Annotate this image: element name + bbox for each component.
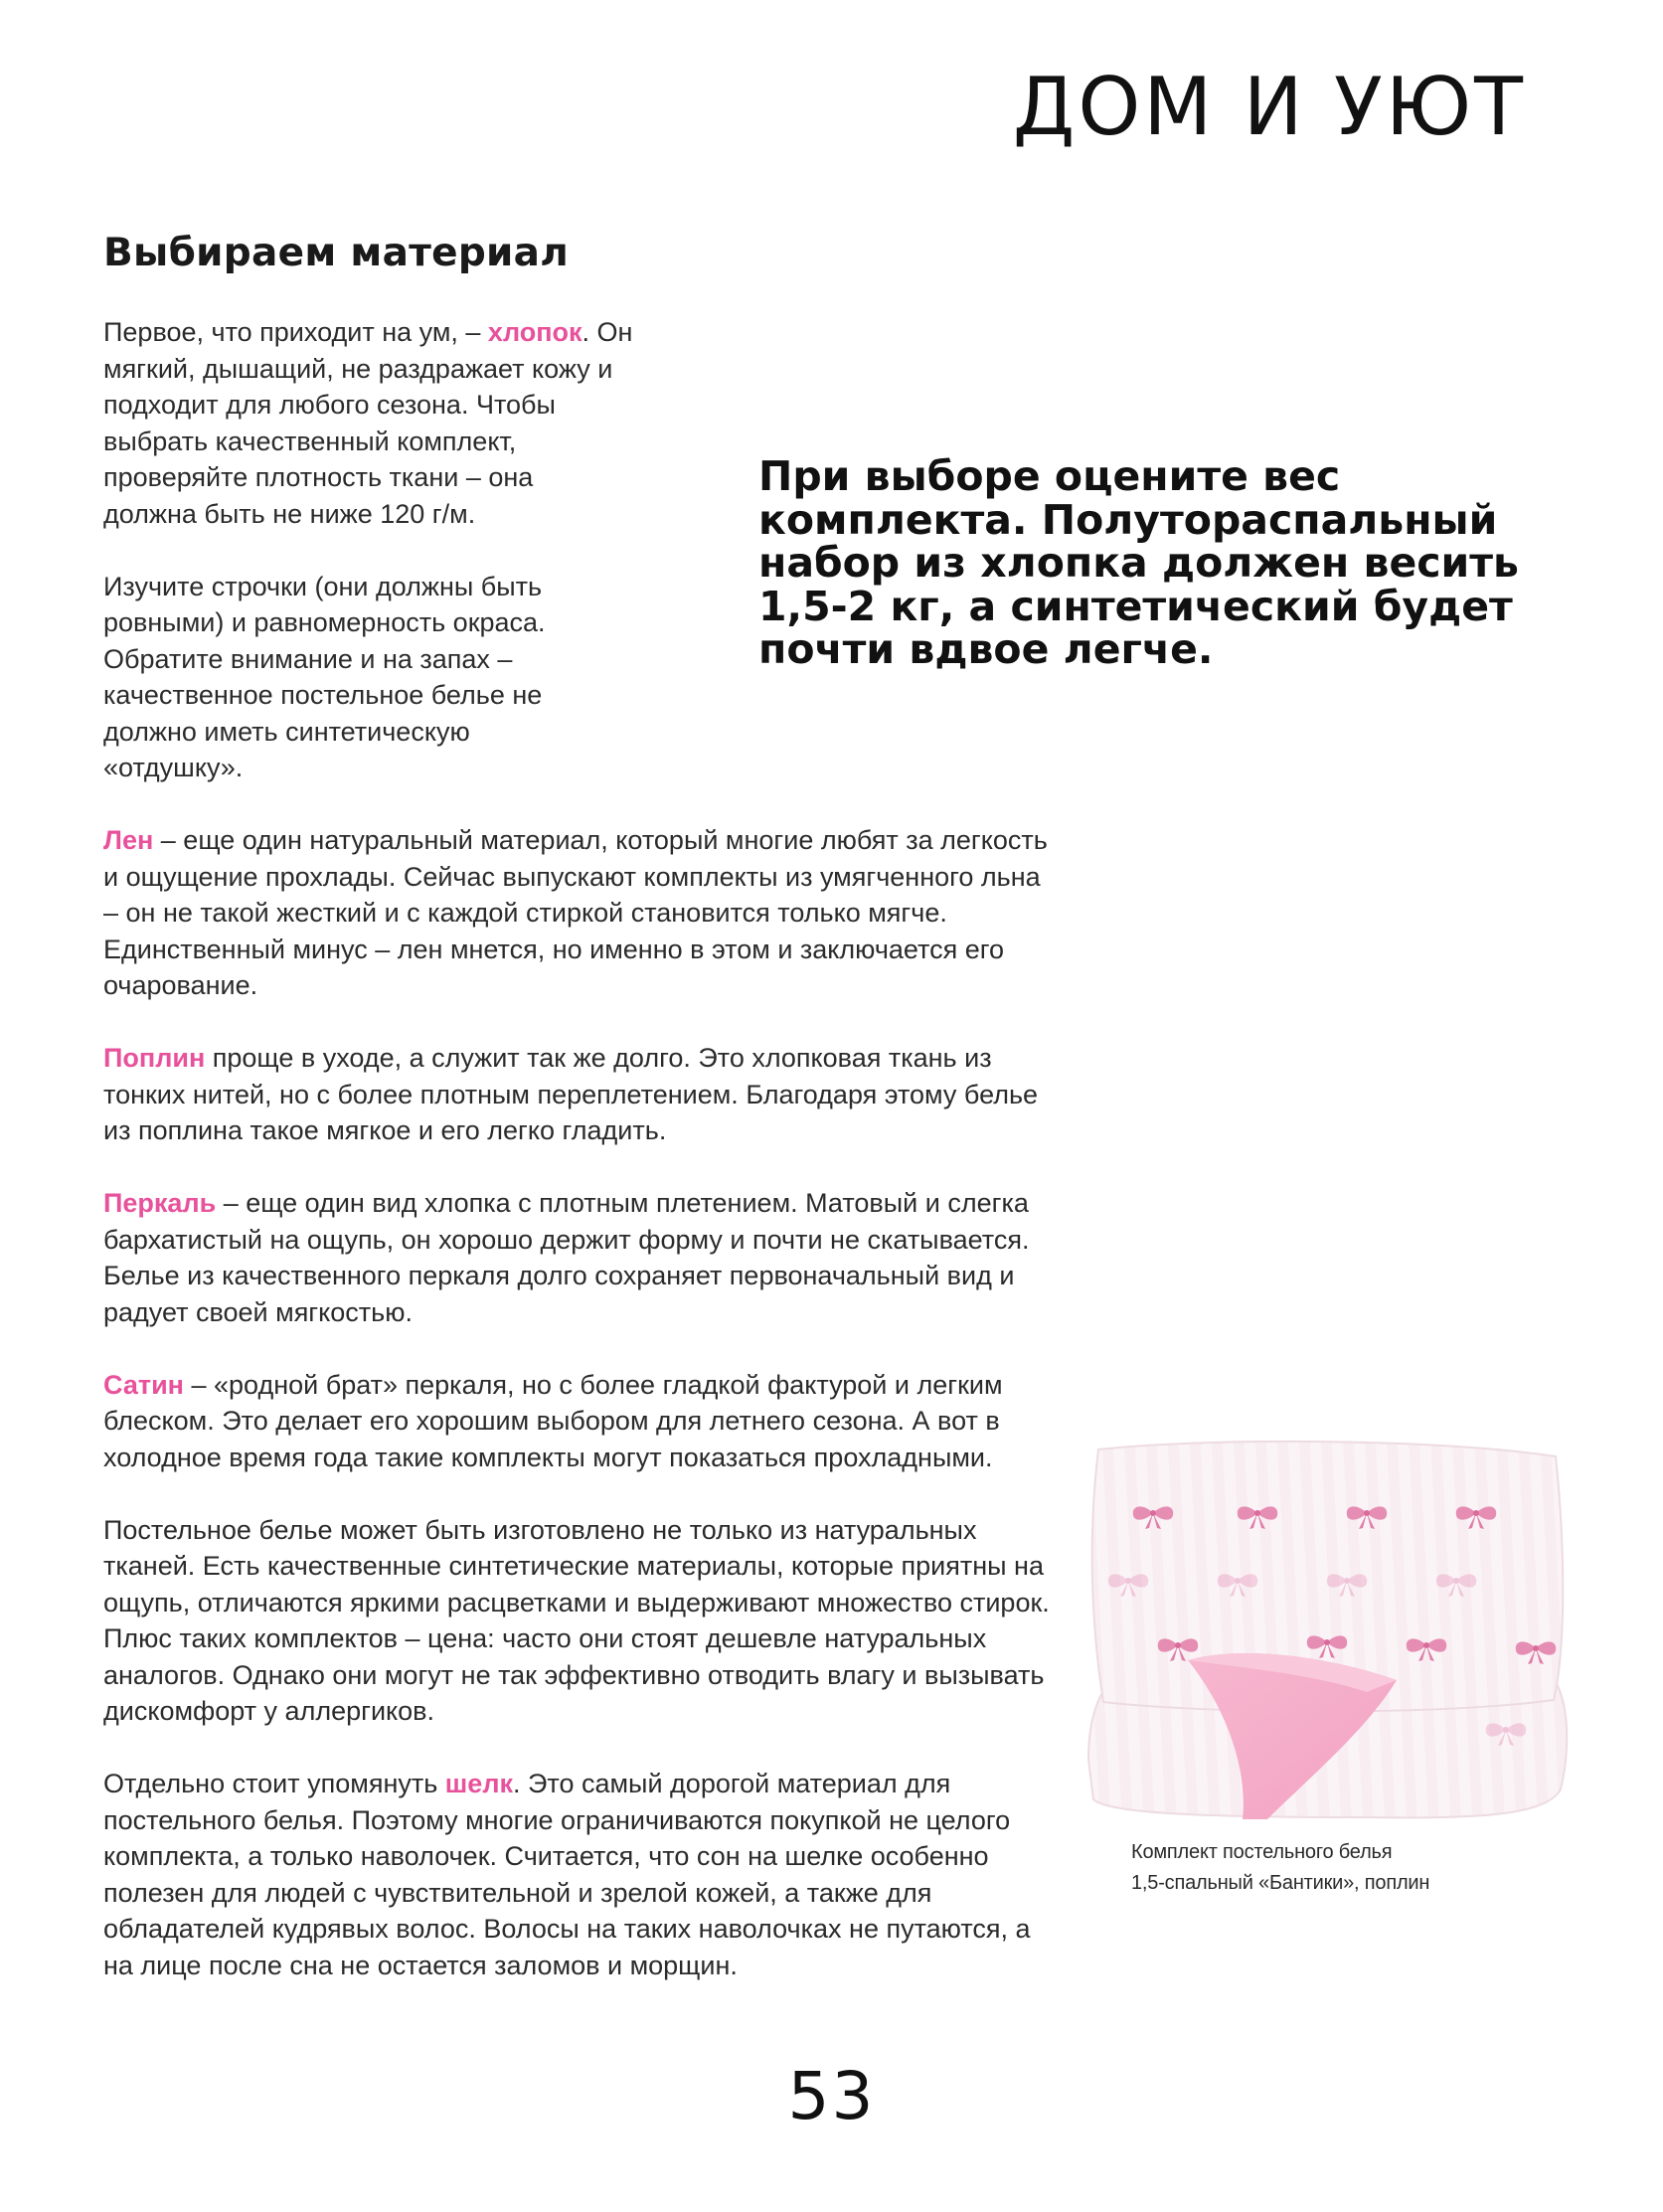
pull-quote: При выборе оцените вес комплекта. Полутораспальный набор из хлопка должен весить 1,5-2 кг, а синтетический будет почти вдвое легче. xyxy=(758,452,1519,673)
paragraph-synthetic: Постельное белье может быть изготовлено не только из натуральных тканей. Есть качественные синтетические материалы, которые приятны на ощупь, отличаются яркими расцветками и выдерживают множество стирок. Плюс таких комплектов – цена: часто они стоят дешевле натуральных аналогов. Однако они могут не так эффективно отводить влагу и вызывать дискомфорт у аллергиков. xyxy=(103,1514,1050,1726)
highlight-satin: Сатин xyxy=(103,1369,184,1400)
photo-caption xyxy=(1131,1837,1569,1899)
page-number: 53 xyxy=(787,2058,876,2134)
highlight-poplin: Поплин xyxy=(103,1043,206,1073)
caption-line-1: Комплект постельного белья xyxy=(1131,1841,1393,1863)
highlight-cotton: хлопок xyxy=(487,317,582,347)
article-heading: Выбираем материал xyxy=(103,231,570,275)
highlight-percale: Перкаль xyxy=(103,1188,217,1218)
paragraph-cotton: Первое, что приходит на ум, – хлопок. Он мягкий, дышащий, не раздражает кожу и подходит для любого сезона. Чтобы выбрать качественный комплект, проверяйте плотность ткани – она должна быть не ниже 120 г/м. xyxy=(103,317,633,529)
highlight-linen: Лен xyxy=(103,825,154,855)
caption-line-2: 1,5-спальный «Бантики», поплин xyxy=(1131,1872,1430,1894)
highlight-silk: шелк xyxy=(444,1769,513,1798)
paragraph-stitching: Изучите строчки (они должны быть ровными) и равномерность окраса. Обратите внимание и на запах – качественное постельное белье не должно иметь синтетическую «отдушку». xyxy=(103,571,546,782)
paragraph-satin: Сатин – «родной брат» перкаля, но с более гладкой фактурой и легким блеском. Это делает его хорошим выбором для летнего сезона. А вот в холодное время года такие комплекты могут показаться прохладными. xyxy=(103,1369,1003,1472)
paragraph-percale: Перкаль – еще один вид хлопка с плотным плетением. Матовый и слегка бархатистый на ощупь, он хорошо держит форму и почти не скатывается. Белье из качественного перкаля долго сохраняет первоначальный вид и радует своей мягкостью. xyxy=(103,1188,1030,1327)
bedding-set-photo xyxy=(1069,1432,1576,1821)
paragraph-poplin: Поплин проще в уходе, а служит так же долго. Это хлопковая ткань из тонких нитей, но с более плотным переплетением. Благодаря этому белье из поплина такое мягкое и его легко гладить. xyxy=(103,1043,1039,1145)
paragraph-linen: Лен – еще один натуральный материал, который многие любят за легкость и ощущение прохлады. Сейчас выпускают комплекты из умягченного льна – он не такой жесткий и с каждой стиркой становится только мягче. Единственный минус – лен мнется, но именно в этом и заключается его очарование. xyxy=(103,825,1048,1000)
paragraph-silk: Отдельно стоит упомянуть шелк. Это самый дорогой материал для постельного белья. Поэтому многие ограничиваются покупкой не целого комплекта, а только наволочек. Считается, что сон на шелке особенно полезен для людей с чувствительной и зрелой кожей, а также для обладателей кудрявых волос. Волосы на таких наволочках не путаются, а на лице после сна не остается заломов и морщин. xyxy=(103,1769,1031,1980)
section-title: ДОМ И УЮТ xyxy=(1012,61,1526,153)
